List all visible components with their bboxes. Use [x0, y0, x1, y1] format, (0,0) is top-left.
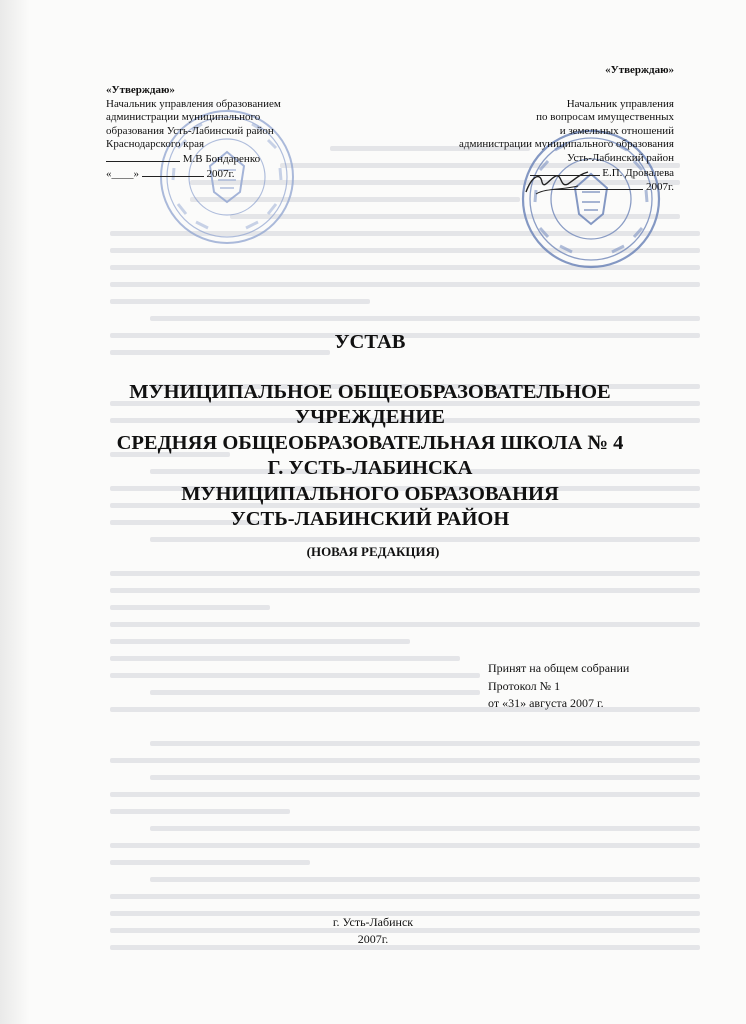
city-name: г. Усть-Лабинск — [332, 915, 414, 929]
institution-name-line: МУНИЦИПАЛЬНОЕ ОБЩЕОБРАЗОВАТЕЛЬНОЕ — [129, 380, 611, 403]
document-year: 2007г. — [357, 931, 389, 946]
right-approval-date-row — [354, 180, 674, 195]
right-approval-heading: «Утверждаю» — [605, 64, 674, 76]
left-approval-date-day: «____» — [106, 167, 139, 180]
right-approval-line: Начальник управления — [566, 97, 674, 110]
left-approval-line: Начальник управления образованием — [106, 97, 281, 110]
left-approval-line: образования Усть-Лабинский район — [106, 124, 274, 137]
right-approval-signer: Е.П. Дровалева — [602, 166, 674, 179]
institution-name-line: УСТЬ-ЛАБИНСКИЙ РАЙОН — [230, 508, 510, 530]
handwritten-signature — [522, 168, 592, 198]
institution-name-line: УЧРЕЖДЕНИЕ — [295, 406, 445, 428]
signature-line — [106, 152, 180, 162]
adoption-date: от «31» августа 2007 г. — [488, 696, 604, 710]
adoption-line: Принят на общем собрании — [488, 661, 630, 675]
right-approval-line: по вопросам имущественных — [536, 111, 674, 124]
institution-name-line: МУНИЦИПАЛЬНОГО ОБРАЗОВАНИЯ — [181, 482, 559, 505]
left-approval-heading: «Утверждаю» — [106, 84, 175, 96]
charter-title: УСТАВ — [334, 331, 406, 353]
date-month-line — [142, 167, 204, 177]
left-approval-date-row — [106, 167, 366, 182]
charter-title-block — [80, 330, 660, 533]
left-approval-date-year: 2007г. — [206, 167, 235, 180]
adoption-note — [488, 660, 698, 713]
right-approval-line: Усть-Лабинский район — [567, 151, 674, 164]
institution-name-line: Г. УСТЬ-ЛАБИНСКА — [267, 457, 473, 479]
adoption-protocol: Протокол № 1 — [488, 678, 561, 693]
right-approval-signer-row — [354, 166, 674, 181]
institution-name-line: СРЕДНЯЯ ОБЩЕОБРАЗОВАТЕЛЬНАЯ ШКОЛА № 4 — [116, 431, 624, 454]
left-approval-block — [106, 84, 366, 181]
edition-label: (НОВАЯ РЕДАКЦИЯ) — [306, 544, 440, 559]
right-approval-date-year: 2007г. — [645, 181, 674, 194]
left-approval-signer-row — [106, 152, 366, 167]
right-approval-block — [354, 64, 674, 195]
right-approval-line: и земельных отношений — [559, 124, 674, 137]
left-approval-signer: М.В Бондаренко — [182, 152, 261, 165]
left-approval-line: Краснодарского края — [106, 138, 205, 151]
right-approval-line: администрации муниципального образования — [459, 138, 674, 151]
left-approval-line: администрации муниципального — [106, 111, 261, 124]
place-and-year — [0, 914, 746, 947]
scan-edge-shadow — [0, 0, 30, 1024]
